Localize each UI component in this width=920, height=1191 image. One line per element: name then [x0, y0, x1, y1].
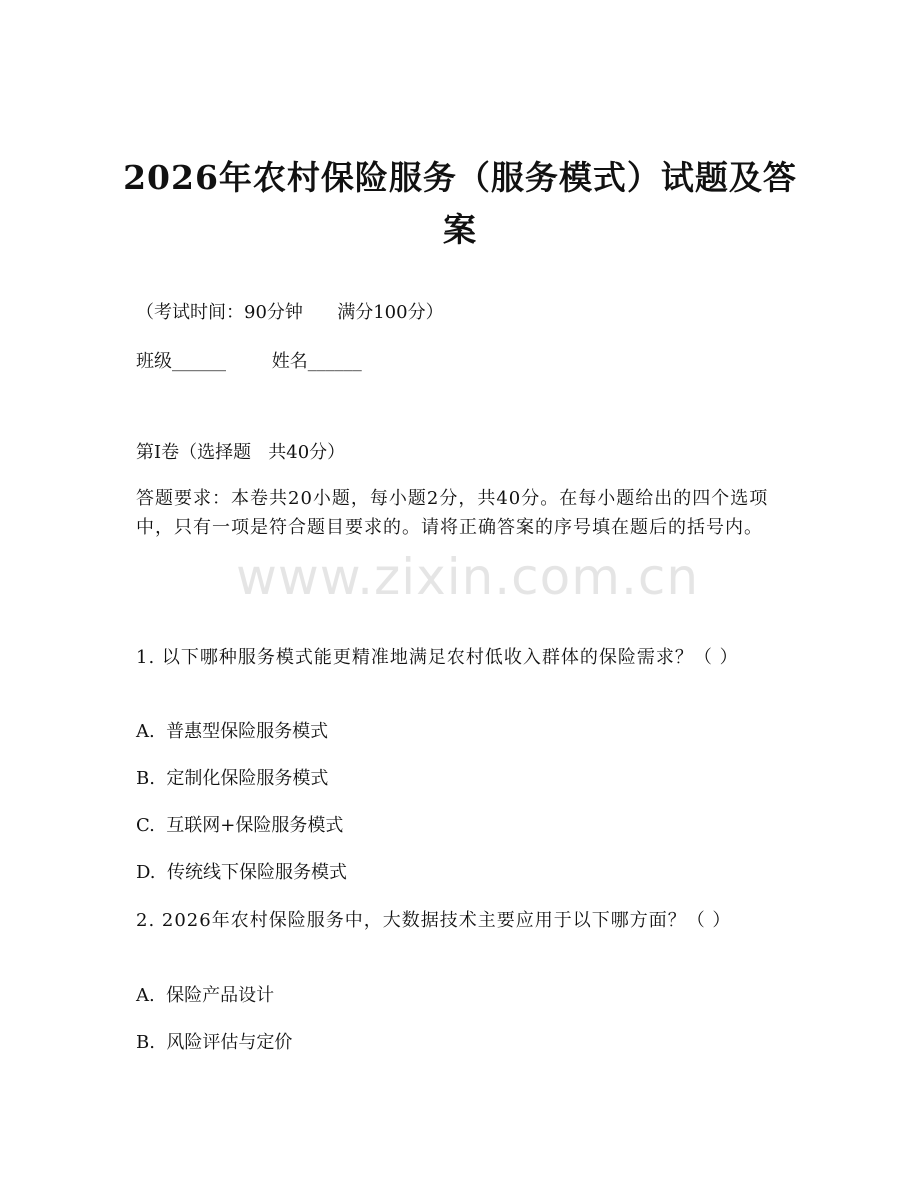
question-1-option-a: A. 普惠型保险服务模式 [136, 721, 329, 742]
section-heading: 第I卷（选择题 共40分） [136, 442, 346, 463]
class-name-fields: 班级______ 姓名______ [136, 351, 362, 372]
question-1-option-c: C. 互联网+保险服务模式 [136, 815, 344, 836]
question-1-option-b: B. 定制化保险服务模式 [136, 768, 329, 789]
watermark: www.zixin.com.cn [236, 548, 700, 606]
instructions: 答题要求：本卷共20小题，每小题2分，共40分。在每小题给出的四个选项中，只有一项是符合题目要求的。请将正确答案的序号填在题后的括号内。 [136, 488, 769, 538]
document-title: 2026年农村保险服务（服务模式）试题及答案 [123, 158, 797, 249]
question-1-option-d: D. 传统线下保险服务模式 [136, 862, 347, 883]
question-1: 1. 以下哪种服务模式能更精准地满足农村低收入群体的保险需求？（ ） [136, 647, 739, 668]
question-2: 2. 2026年农村保险服务中，大数据技术主要应用于以下哪方面？（ ） [136, 910, 732, 931]
exam-info: （考试时间：90分钟 满分100分） [136, 302, 444, 323]
question-2-option-b: B. 风险评估与定价 [136, 1032, 293, 1053]
question-2-option-a: A. 保险产品设计 [136, 985, 275, 1006]
